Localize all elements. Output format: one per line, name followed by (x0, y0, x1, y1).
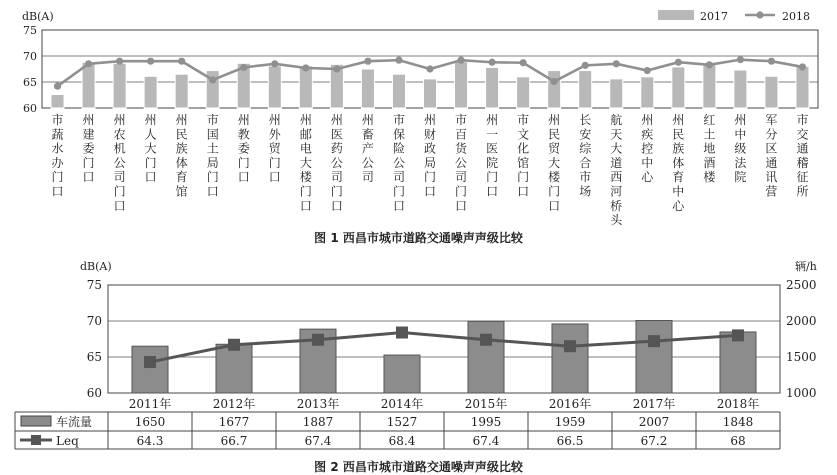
bar-2017 (610, 79, 623, 108)
point-2018 (613, 60, 620, 67)
point-2018 (426, 65, 433, 72)
x-tick-label: 2017年 (632, 397, 676, 411)
point-2018 (799, 63, 806, 70)
y-tick-label: 65 (23, 76, 37, 89)
bar-2017 (392, 74, 405, 108)
bar-2017 (361, 69, 374, 108)
x-tick-label: 州教委门口 (237, 113, 250, 185)
point-leq (732, 329, 744, 341)
point-2018 (147, 58, 154, 65)
x-tick-label: 州一医院门口 (486, 113, 499, 199)
bar-2017 (703, 64, 716, 108)
legend-swatch-traffic-volume (21, 416, 51, 426)
point-leq (564, 340, 576, 352)
point-2018 (85, 60, 92, 67)
point-2018 (737, 56, 744, 63)
bar-2017 (765, 76, 778, 108)
figure-1-caption: 图 1 西昌市城市道路交通噪声声级比较 (314, 231, 523, 245)
bar-2017 (268, 66, 281, 108)
table-cell-traffic-volume: 1959 (554, 415, 586, 429)
bar-2017 (175, 74, 188, 108)
x-tick-label: 市文化馆门口 (517, 113, 530, 199)
point-2018 (675, 59, 682, 66)
y-axis-label: dB(A) (80, 260, 112, 273)
bar-2017 (517, 77, 530, 108)
y-axis-label: dB(A) (22, 10, 54, 23)
y-tick-label: 75 (86, 278, 102, 292)
x-tick-label: 2013年 (296, 397, 340, 411)
point-2018 (209, 76, 216, 83)
point-2018 (240, 64, 247, 71)
point-2018 (768, 58, 775, 65)
x-tick-label: 州医药公司门口 (330, 113, 343, 213)
point-leq (144, 356, 156, 368)
bar-2017 (51, 94, 64, 108)
bar-traffic-volume (216, 344, 252, 393)
y2-tick-label: 1500 (786, 350, 817, 364)
x-tick-label: 市百货公司门口 (455, 113, 468, 213)
y-tick-label: 60 (86, 386, 102, 400)
point-2018 (178, 58, 185, 65)
point-2018 (551, 78, 558, 85)
table-cell-traffic-volume: 1527 (386, 415, 418, 429)
x-tick-label: 市交通稽征所 (796, 113, 809, 199)
legend-label-traffic-volume: 车流量 (56, 415, 93, 429)
x-tick-label: 2016年 (548, 397, 592, 411)
bar-traffic-volume (552, 324, 588, 393)
y2-tick-label: 2000 (786, 314, 817, 328)
point-2018 (395, 57, 402, 64)
point-leq (228, 339, 240, 351)
bar-2017 (82, 62, 95, 108)
point-2018 (488, 59, 495, 66)
point-2018 (706, 61, 713, 68)
bar-traffic-volume (468, 321, 504, 393)
y2-axis-label: 辆/h (795, 260, 817, 273)
figure-2-caption: 图 2 西昌市城市道路交通噪声声级比较 (314, 460, 523, 474)
x-tick-label: 2014年 (380, 397, 424, 411)
table-cell-leq: 68.4 (388, 434, 416, 448)
point-2018 (457, 57, 464, 64)
y2-tick-label: 1000 (786, 386, 817, 400)
point-2018 (644, 67, 651, 74)
bar-2017 (548, 71, 561, 108)
bar-2017 (641, 77, 654, 108)
table-cell-leq: 66.7 (220, 434, 248, 448)
x-tick-label: 2011年 (128, 397, 172, 411)
table-cell-leq: 64.3 (136, 434, 164, 448)
x-tick-label: 州中级法院 (734, 113, 747, 185)
x-tick-label: 市保险公司门口 (392, 113, 405, 213)
x-tick-label: 长安综合市场 (579, 113, 592, 199)
point-2018 (520, 59, 527, 66)
bar-2017 (486, 67, 499, 108)
bar-traffic-volume (636, 320, 672, 393)
x-tick-label: 州农机公司门口 (113, 113, 126, 213)
x-tick-label: 2012年 (212, 397, 256, 411)
point-leq (480, 334, 492, 346)
figure-1-chart (0, 0, 837, 228)
x-tick-label: 州外贸门口 (268, 113, 281, 185)
bar-2017 (455, 62, 468, 108)
table-cell-traffic-volume: 1887 (302, 415, 334, 429)
x-tick-label: 市国土局门口 (206, 113, 219, 199)
legend-label-leq: Leq (56, 434, 79, 448)
y-tick-label: 60 (23, 102, 37, 115)
x-tick-label: 州民族体育中心 (672, 113, 685, 213)
legend-label-2017: 2017 (700, 10, 728, 23)
x-tick-label: 州民贸大楼门口 (548, 113, 561, 213)
legend-marker-leq (31, 435, 41, 445)
legend-marker-2018 (756, 11, 763, 18)
table-cell-leq: 68 (730, 434, 746, 448)
point-leq (648, 335, 660, 347)
y-tick-label: 65 (86, 350, 102, 364)
figure-2-chart (0, 255, 837, 455)
bar-traffic-volume (132, 346, 168, 393)
x-tick-label: 州民族体育馆 (175, 113, 188, 199)
table-cell-leq: 67.4 (304, 434, 332, 448)
table-cell-leq: 67.2 (640, 434, 668, 448)
table-cell-traffic-volume: 2007 (638, 415, 670, 429)
x-tick-label: 2015年 (464, 397, 508, 411)
x-tick-label: 2018年 (716, 397, 760, 411)
point-2018 (302, 64, 309, 71)
bar-traffic-volume (384, 355, 420, 393)
point-leq (396, 327, 408, 339)
y-tick-label: 75 (23, 24, 37, 37)
x-tick-label: 红土地酒楼 (703, 113, 716, 185)
bar-2017 (672, 67, 685, 108)
legend-label-2018: 2018 (782, 10, 810, 23)
bar-2017 (144, 76, 157, 108)
bar-2017 (579, 71, 592, 108)
table-cell-traffic-volume: 1848 (722, 415, 754, 429)
x-tick-label: 州财政局门口 (423, 113, 437, 199)
table-cell-traffic-volume: 1995 (470, 415, 502, 429)
x-tick-label: 州畜产公司 (361, 113, 374, 185)
bar-2017 (299, 66, 312, 108)
point-2018 (582, 62, 589, 69)
table-cell-traffic-volume: 1677 (218, 415, 250, 429)
legend-swatch-2017 (658, 10, 694, 20)
x-tick-label: 州邮电大楼门口 (299, 113, 312, 213)
point-2018 (116, 58, 123, 65)
point-2018 (364, 58, 371, 65)
x-tick-label: 航天大道西河桥头 (610, 113, 623, 228)
x-tick-label: 州疾控中心 (641, 113, 654, 185)
y2-tick-label: 2500 (786, 278, 817, 292)
y-tick-label: 70 (86, 314, 102, 328)
point-2018 (333, 65, 340, 72)
point-2018 (271, 60, 278, 67)
table-cell-leq: 66.5 (556, 434, 584, 448)
x-tick-label: 州人大门口 (144, 113, 157, 185)
bar-2017 (734, 70, 747, 108)
point-2018 (54, 83, 61, 90)
point-leq (312, 334, 324, 346)
x-tick-label: 军分区通讯营 (765, 113, 778, 199)
bar-2017 (796, 66, 809, 108)
y-tick-label: 70 (23, 50, 37, 63)
table-cell-traffic-volume: 1650 (134, 415, 166, 429)
x-tick-label: 州建委门口 (82, 113, 95, 185)
x-tick-label: 市蔬水办门口 (51, 113, 64, 199)
bar-2017 (113, 63, 126, 108)
bar-2017 (424, 79, 437, 108)
table-cell-leq: 67.4 (472, 434, 500, 448)
